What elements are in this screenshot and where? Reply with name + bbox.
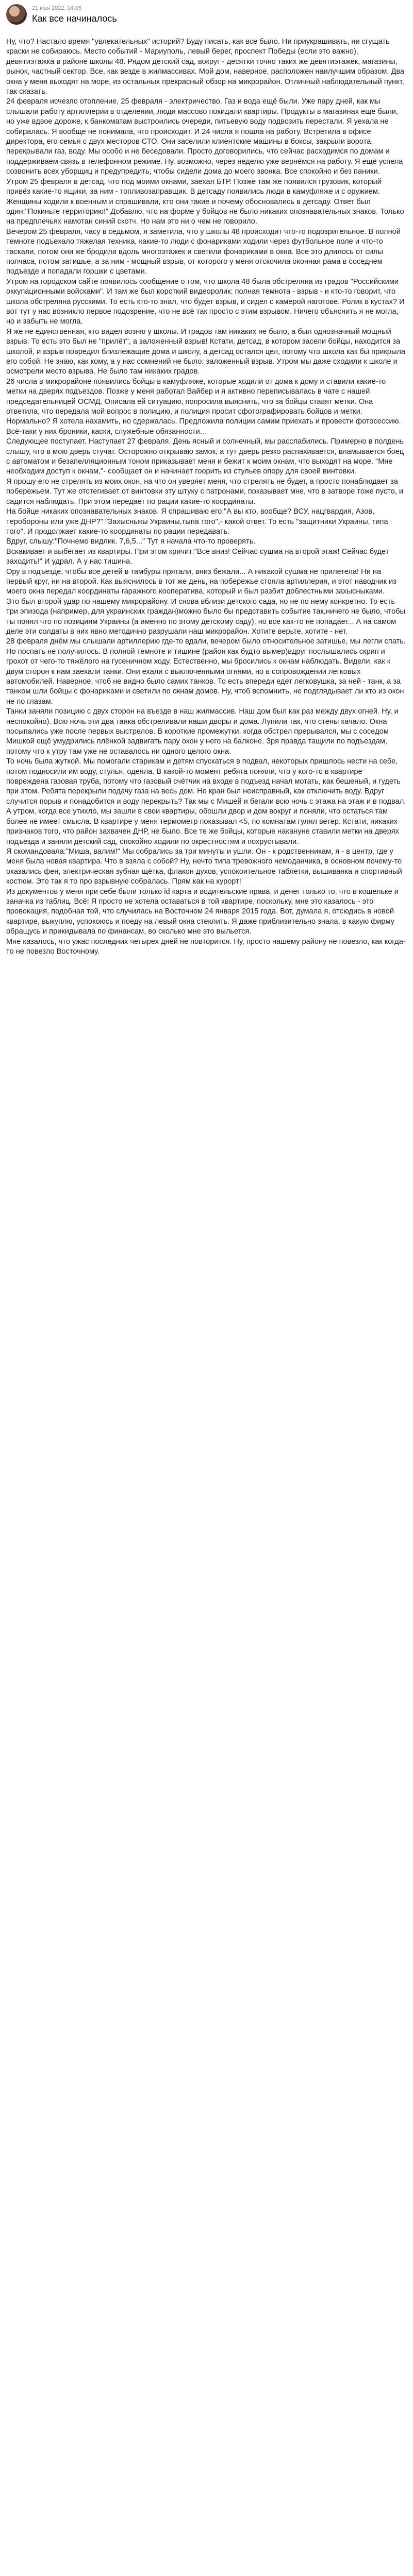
post-paragraph: А утром, когда все утихло, мы зашли в свои квартиры, обошли двор и дом вокруг и поняли, что остаться там более не имеет смысла. В квартире у меня термометр показывал <5, по комнатам гулял ветер. Кстати, никаких признаков того, что район захвачен ДНР, не было. Все те же бойцы, которые накануне ставили метки на дверях подъезда и заняли детский сад, спокойно ходили по окрестностям и похрустывали. xyxy=(6,807,399,846)
post-paragraph: Я скомандовала:"Миша, валим!" Мы собрались за три минуты и ушли. Он - к родственникам, я - в центр, где у меня была новая квартира. Что в взяла с собой? Ну, нечто типа тревожного чемоданчика, в основном почему-то оказались фен, электрическая зубная щётка, флакон духов, успокоительное таблетки, вышиванка и спортивный костюм. Это так я то про взрывную собралась. Прям как на курорт! xyxy=(6,847,402,886)
post-paragraph: Вскакивает и выбегает из квартиры. При этом кричит:"Все вниз! Сейчас сушма на второй этаж! Сейчас будет заходить!" И удрал. А у нас тишина. xyxy=(6,547,389,566)
post-paragraph: 28 февраля днём мы слышали артиллерию где-то вдали, вечером было относительное затишье, мы легли спать. xyxy=(6,637,406,646)
post-title[interactable]: Как все начиналось xyxy=(32,13,117,24)
post-paragraph: Следующее поступает. Наступает 27 февраля. День ясный и солнечный, мы расслабились. Примерно в полдень слышу, что в мою дверь стучат. Осторожно открываю замок, а тут дверь резко распахивается, вламывается боец с автоматом и безапелляционным тоном приказывает меня и бежит к моим окнам, что выходят на море. "Мне необходим доступ к окнам,"- сообщает он и начинает гоорить из стульев опору для своей винтовки. xyxy=(6,437,404,476)
post-body xyxy=(6,37,407,2576)
post-paragraph: Вечером 25 февраля, часу в седьмом, я заметила, что у школы 48 происходит что-то подозрительное. В полной темноте подъехало тяжелая техника, какие-то люди с фонариками ходили через футбольное поле и что-то таскали, потом они же бродили вдоль многоэтажек и светили фонариками в окна. Все это длилось от силы полчаса, потом затишье, а за ним - мощный взрыв, от которого у меня отскочила оконная рама в соседнем подъезде и попадали горшки с цветами. xyxy=(6,227,401,276)
post-date: 21 мая 2022, 14:05 xyxy=(32,5,82,11)
post-paragraph: Но поспать не получилось. В полной темноте и тишине (район как будто вымер)вдруг послышались скрип и грохот от чего-то тяжёлого на гусеничном ходу. Естественно, мы бросились к окнам наблюдать. Видели, как к двум сторон к нам заехали танки. Они ехали с выключенными огнями, но в сопровождении легковых автомобилей. Наверное, чтоб не видно было самих танков. То есть впереди едет легковушка, за ней - танк, а за танком шли бойцы с фонариками и светили по окнам домов. Ну, чтоб вспомнить, не подглядывает ли кто из окон не по глазам. xyxy=(6,647,404,706)
post-paragraph: Утром на городском сайте появилось сообщение о том, что школа 48 была обстреляна из градов "Российскими оккупационными войсками". И там же был короткий видеоролик: полная темнота - взрыв - и кто-то говорит, что школа обстреляна русскими. То есть кто-то знал, что будет взрыв, и сидел с камерой наготове. Ролик в кустах? И вот тут у нас возникло первое подозрение, что не всё так просто с этим взрывом. Ничего объяснить я не могла, но и забыть не могла. xyxy=(6,277,405,326)
post-header xyxy=(0,4,413,37)
post-paragraph: Из документов у меня при себе были только id карта и водительские права, и денег только то, что в кошельке и заначка из таблиц. Всё! Я просто не хотела оставаться в той квартире, поскольку, мне это казалось - это провокация, подобная той, что случилась на Восточном 24 января 2015 года. Вот, думала я, отсюдись в новой квартире, выкуплю, успокоюсь и поеду на левый окна стеклить. Я даже приблизительно знала, в какую фирму обращусь и прикидывала по финансам, во сколько мне это выльется. xyxy=(6,887,399,936)
post-paragraph: Мне казалось, что ужас последних четырех дней не повторится. Ну, просто нашему району не повезло, как когда-то не повезло Восточному. xyxy=(6,937,406,956)
post-paragraph: Танки заняли позицию с двух сторон на въезде в наш жилмассив. Наш дом был как раз между двух огней. Ну, и неспокойно). Всю ночь эти два танка обстреливали наши дворы и дома. Лупили так, что стены качало. Окна посыпались уже после первых выстрелов. В короткие промежутки, когда обстрел прерывался, мы с соседом Мишкой ещё умудрились плёнкой задвигать пару окон у него на балконе. Зря правда тащили по подъездам, потому что к утру там уже не оставалось ни одного целого окна. xyxy=(6,707,399,756)
post-paragraph: Я же не единственная, кто видел возню у школы. И градов там никаких не было, а был однозначный мощный взрыв. То есть это был не "прилёт", а заложенный взрыв! Кстати, детсад, в котором засели бойцы, находится за школой, и взрыв повредил близлежащие дома и школу, а детсад остался цел, потому что школа как бы прикрыла его собой. Не знаю, как кому, а у нас сомнений не было: заложенный взрыв. Утром мы даже сходили к школе и осмотрели место взрыва. Не было там никаких градов. xyxy=(6,327,406,376)
post-paragraph: То ночь была жуткой. Мы помогали старикам и детям спускаться в подвал, некоторых пришлось нести на себе, потом подносили им воду, стулья, одеяла. В какой-то момент ребята поняли, что у кого-то в квартире повреждена газовая труба, потому что газовый счётчик на входе в подъезд начал мотать, как бешеный, и гудеть при этом. Ребята перекрыли подачу газа на весь дом. Но кран был неисправный, как отключить воду. Вдруг случится порыв и понадобится и воду перекрыть? Так мы с Мишей и бегали всю ночь с этажа на этаж и в подвал. xyxy=(6,757,406,806)
post-paragraph: Это был второй удар по нашему микрорайону. И снова вблизи детского сада, но не по нему конкретно. То есть три эпизода (например, для украинских граждан)можно было бы представить событие так,ничего не было, чтобы ты понял что по позициям Украины (а именно по этому детскому саду), но все как-то не попадает... А на самом деле эти солдаты в них явно методично разрушали наш микрорайон. Хотите верьте, хотите - нет. xyxy=(6,597,406,636)
post-paragraph: Утром 25 февраля в детсад, что под моими окнами, заехал БТР. Позже там же появился грузовик, который привёз какие-то ящики, за ним - топливозаправщик. В детсаду появились люди в камуфляже и с оружием. Женщины ходили к военным и спрашивали, кто они такие и почему обосновались в детсаду. Ответ был один:"Покиньте территорию!" Добавлю, что на форме у бойцов не было никаких опознавательных знаков. Только на предплечьях намотан синий скотч. Но нам это ни о чем не говорило. xyxy=(6,177,404,226)
post-paragraph: Я прошу его не стрелять из моих окон, на что он уверяет меня, что стрелять не будет, а просто понаблюдает за побережьем. Тут же отстегивает от винтовки эту штуку с патронами, показывает мне, что в затворе тоже пусто, и садится наблюдать. При этом передает по рации какие-то координаты. xyxy=(6,477,404,506)
post-paragraph: Ору в подъезде, чтобы все детей в тамбуры прятали, вниз бежали... А никакой сушма не прилетела! Ни на первый круг, ни на второй. Как выяснилось в тот же день, на побережье стояла артиллерия, и этот наводчик из моего окна передал координаты гаражного кооператива, который и был разбит доблестными захысныками. xyxy=(6,567,397,596)
post-paragraph: Вдруг, слышу:"Почнемо видлик. 7,6,5..." Тут я начала что-то проверять. xyxy=(6,537,256,546)
post-paragraph: Ну, что? Настало время "увлекательных" историй? Буду писать, как все было. Ни приукрашивать, ни сгущать краски не собираюсь. Место событий - Мариуполь, левый берег, проспект Победы (если это важно), девятиэтажка в районе школы 48. Рядом детский сад, вокруг - десятки точно таких же девятиэтажек, магазины, рынок, частный сектор. Все, как везде в жилмассивах. Мой дом, наверное, расположен наилучшим образом. Два окна у меня выходят на море, из остальных прекрасный обзор на микрорайон. Отличный наблюдательный пункт, так сказать. xyxy=(6,38,405,96)
post-meta xyxy=(32,5,117,24)
post-paragraph: На бойце никаких опознавательных знаков. Я спрашиваю его:"А вы кто, вообще? ВСУ, нацгвардия, Азов, теробороны или уже ДНР?" "Захысныкы Украины,тыпа того",- какой ответ. То есть "защитники Украины, типа того". И продолжает какие-то координаты по рации передавать. xyxy=(6,507,388,536)
author-avatar[interactable] xyxy=(6,4,27,25)
post-paragraph: 26 числа в микрорайоне появились бойцы в камуфляже, которые ходили от дома к дому и ставили какие-то метки на дверях подъездов. Позже у меня работал Вайбер и я активно переписывалась в чате с нашей председательницей ОСМД. Описала ей ситуацию, попросила выяснить, что за бойцы ставят метки. Она ответила, что передала мой вопрос в полицию, и полиция просит сфотографировать бойцов и метки. Нормально? Я хотела нахамить, но сдержалась. Предложила полиции самим приехать и провести фотосессию. Всё-таки у них броники, каски, служебные обязанности... xyxy=(6,377,401,436)
post-paragraph: 24 февраля исчезло отопление, 25 февраля - электричество. Газ и вода ещё были. Уже пару дней, как мы слышали работу артиллерии в отделении, люди массово покидали квартиры. Продукты в магазинах ещё были, но уже вдвое дороже, к банкоматам выстроились очереди, питьевую воду подвозить перестали. Я уехала не собиралась. Я вообще не понимала, что происходит. И 24 числа я пошла на работу. Встретила в офисе директора, его семья с двух месторов СТО. Они заселили клиентские машины в боксы, закрыли ворота, перекрывали газ, воду. Мы особо и не беседовали. Просто договорились, что сейчас расходимся по домам и поддерживаем связь в телефонном режиме. Ну, возможно, через неделю уже вернёмся на работу. Я ещё успела созвонить всех уборщиц и предупредить, чтобы сидели дома до моего звонка. Все спокойно и без паники. xyxy=(6,97,403,176)
